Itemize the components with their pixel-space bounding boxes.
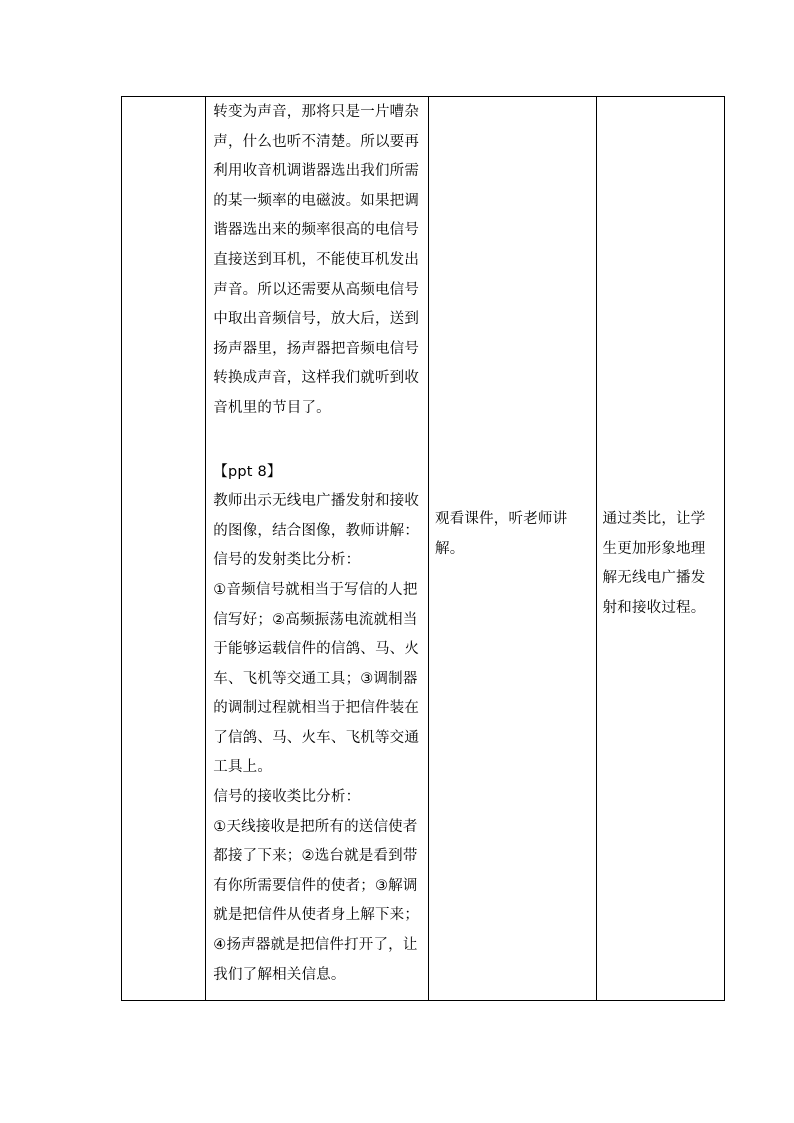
stage-cell [122, 97, 206, 1001]
paragraph-gap [213, 424, 422, 454]
ppt-slide-label: 【ppt 8】 [213, 463, 282, 480]
receive-analysis-heading: 信号的接收类比分析： [213, 789, 361, 806]
design-intent-cell [596, 97, 724, 1001]
lesson-plan-table [121, 96, 725, 1001]
student-activity-cell [429, 97, 597, 1001]
receive-analysis-text: ①天线接收是把所有的送信使者都接了下来；②选台就是看到带有你所需要信件的使者；③解调就是把信件从使者身上解下来；④扬声器就是把信件打开了，让我们了解相关信息。 [213, 818, 420, 983]
teacher-intro-paragraph: 教师出示无线电广播发射和接收的图像，结合图像，教师讲解： [213, 493, 420, 539]
explanation-paragraph: 转变为声音，那将只是一片嘈杂声，什么也听不清楚。所以要再利用收音机调谐器选出我们所需的某一频率的电磁波。如果把调谐器选出来的频率很高的电信号直接送到耳机，不能使耳机发出声音。所以还需要从高频电信号中取出音频信号，放大后，送到扬声器里，扬声器把音频电信号转换成声音，这样我们就听到收音机里的节目了。 [213, 104, 420, 416]
transmit-analysis-text: ①音频信号就相当于写信的人把信写好；②高频振荡电流就相当于能够运载信件的信鸽、马、火车、飞机等交通工具；③调制器的调制过程就相当于把信件装在了信鸽、马、火车、飞机等交通工具上。 [213, 581, 420, 776]
transmit-analysis-heading: 信号的发射类比分析： [213, 552, 361, 569]
design-intent-text: 通过类比，让学生更加形象地理解无线电广播发射和接收过程。 [602, 511, 706, 616]
student-activity-text: 观看课件，听老师讲解。 [435, 511, 568, 557]
teacher-activity-cell [206, 97, 429, 1001]
table-row [122, 97, 725, 1001]
